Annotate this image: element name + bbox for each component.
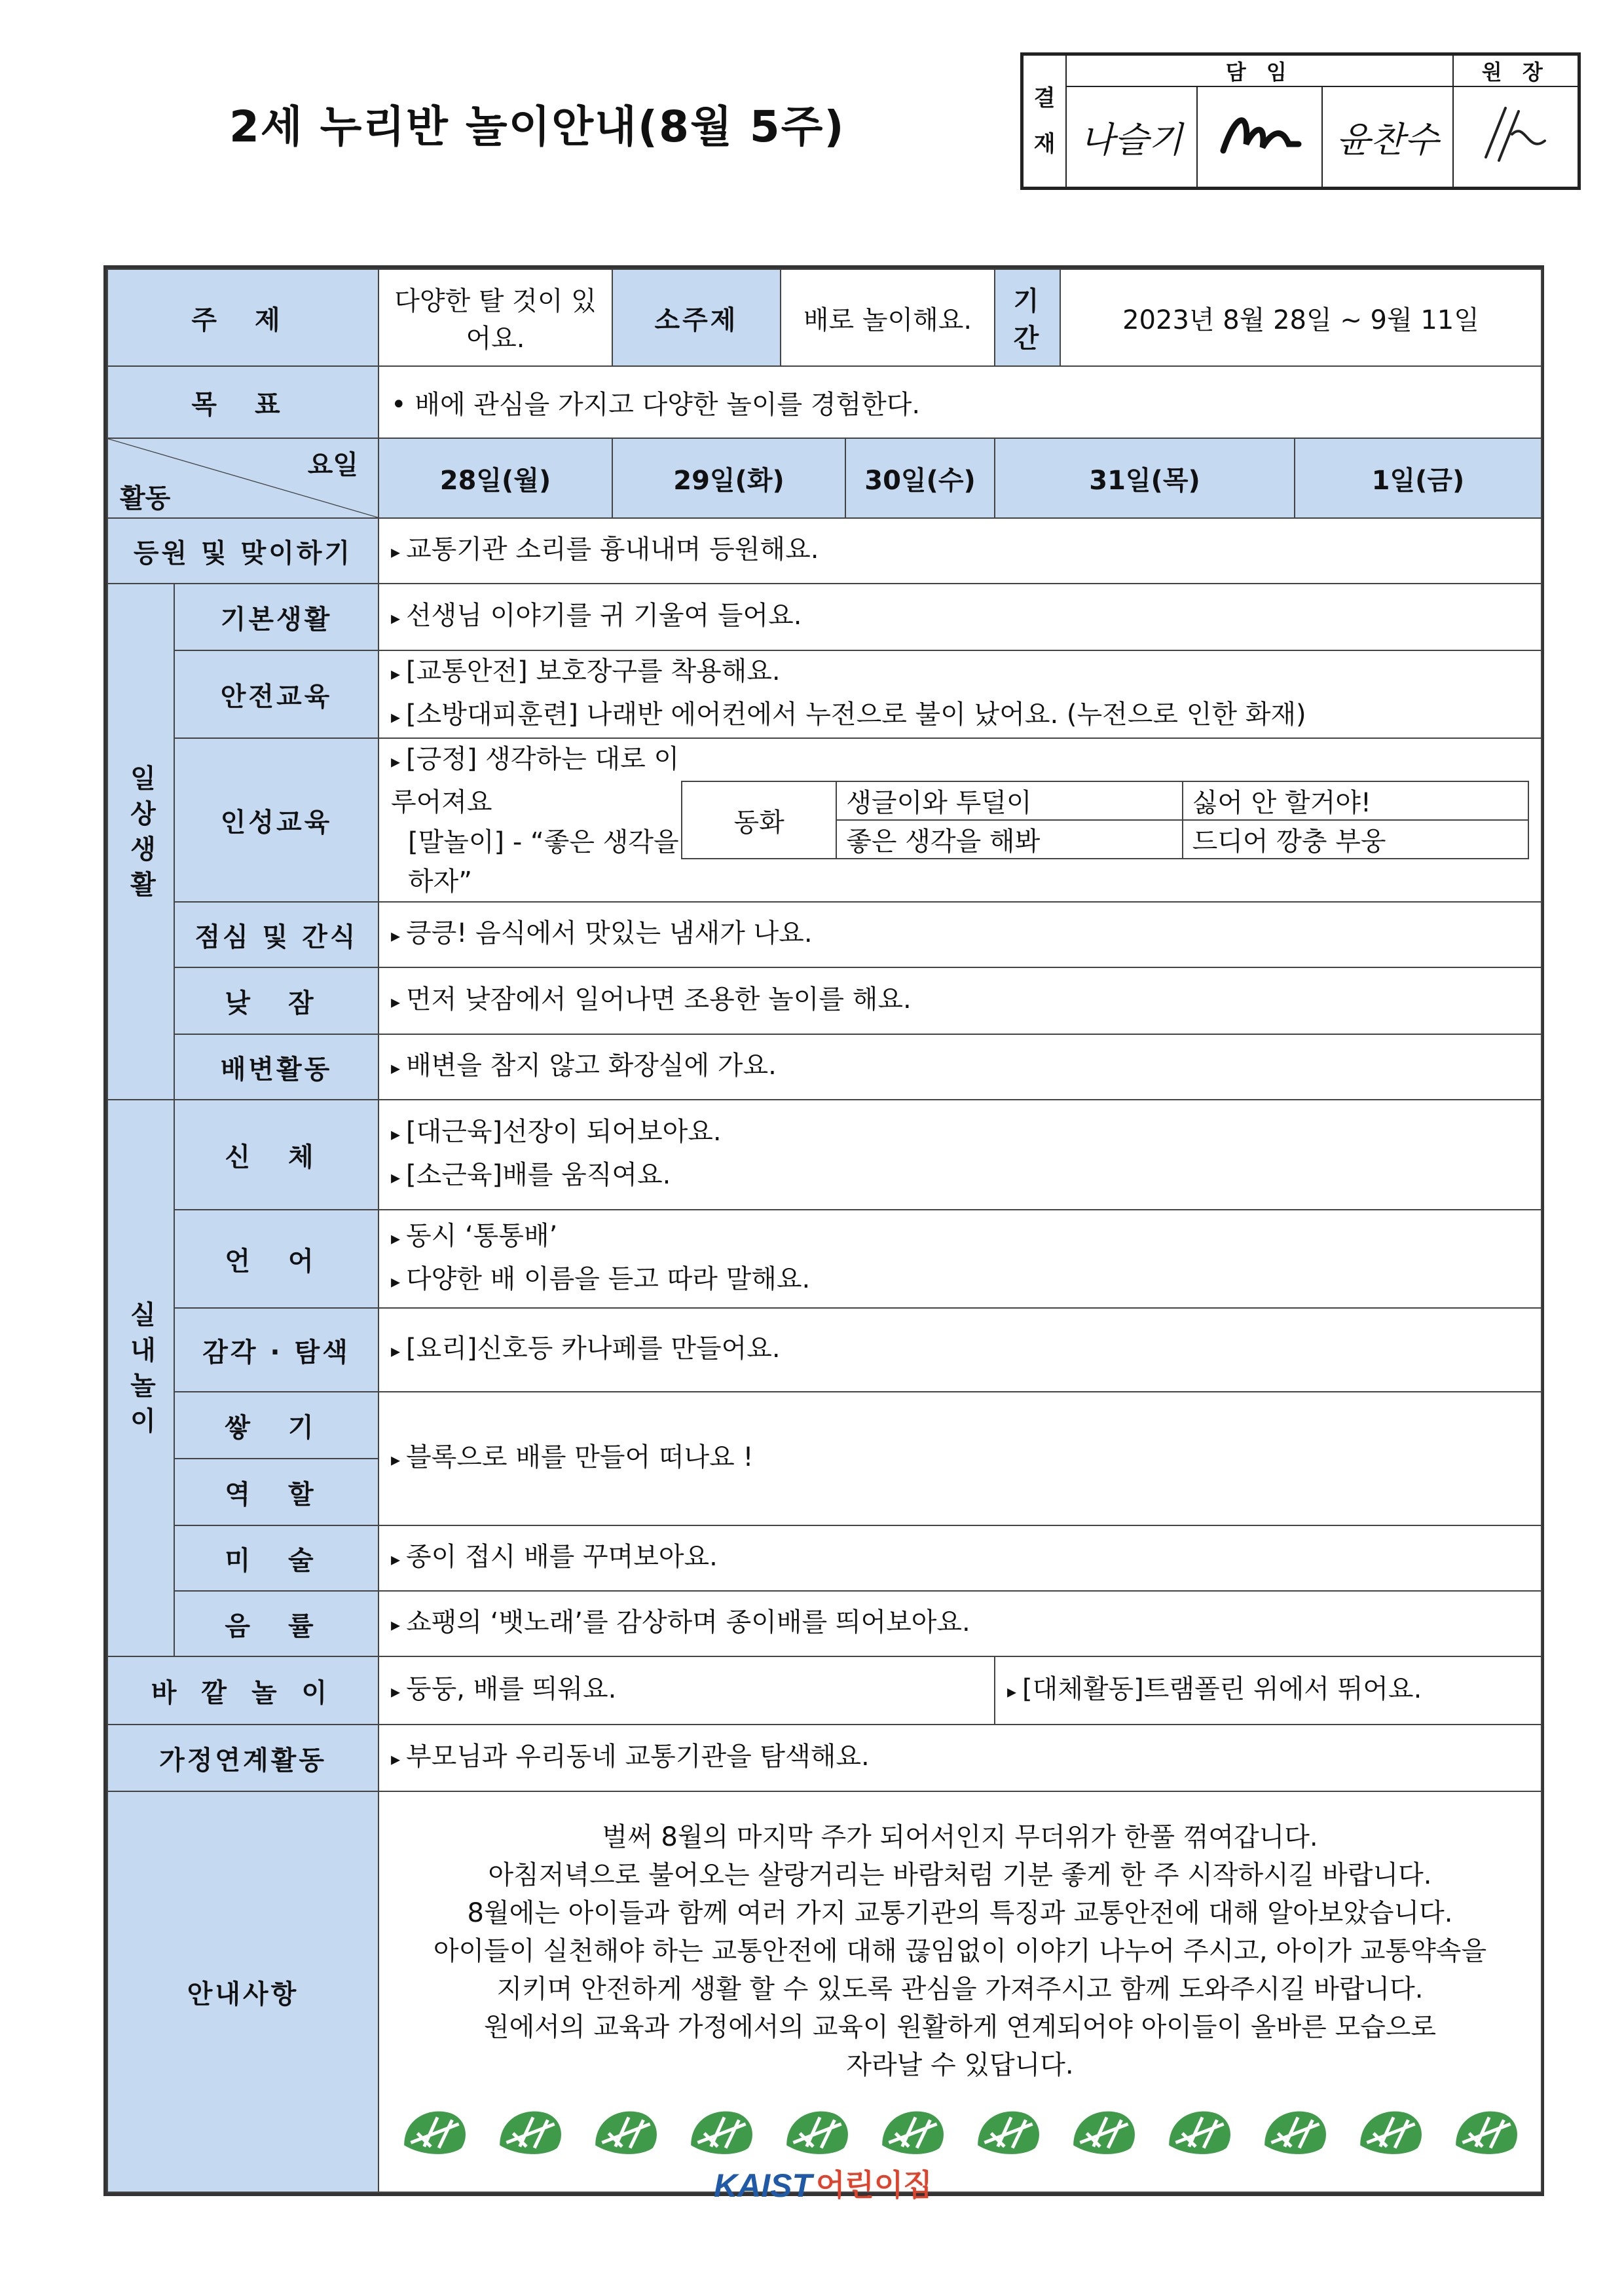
teacher1-signature [1197, 86, 1322, 187]
weekly-plan-table [103, 265, 1544, 2196]
meal-value: ▸ 킁킁! 음식에서 맛있는 냄새가 나요. [378, 902, 1541, 967]
monstera-leaf-icon [971, 2104, 1044, 2157]
day-mon: 28일(월) [378, 438, 612, 518]
director-signature [1453, 86, 1578, 187]
basic-life-value: ▸ 선생님 이야기를 귀 기울여 들어요. [378, 584, 1541, 650]
blocks-role-value: ▸ 블록으로 배를 만들어 떠나요 ! [378, 1392, 1541, 1525]
role-label: 역 할 [174, 1459, 378, 1525]
sense-label: 감각 · 탐색 [174, 1308, 378, 1392]
monstera-leaf-icon [1354, 2104, 1427, 2157]
home-link-value: ▸ 부모님과 우리동네 교통기관을 탐색해요. [378, 1725, 1541, 1791]
safety-label: 안전교육 [174, 650, 378, 738]
story-cell: 드디어 깡충 부웅 [1183, 820, 1528, 859]
outdoor-value: ▸ 둥둥, 배를 띄워요. [378, 1656, 995, 1725]
nap-label: 낮 잠 [174, 967, 378, 1034]
monstera-leaf-icon [1258, 2104, 1331, 2157]
period-label: 기 간 [995, 269, 1060, 366]
body-label: 신 체 [174, 1100, 378, 1210]
toilet-value: ▸ 배변을 참지 않고 화장실에 가요. [378, 1034, 1541, 1100]
meal-label: 점심 및 간식 [174, 902, 378, 967]
safety-value: ▸ [교통안전] 보호장구를 착용해요. ▸ [소방대피훈련] 나래반 에어컨에서 누전으로 불이 났어요. (누전으로 인한 화재) [378, 650, 1541, 738]
arrival-label: 등원 및 맞이하기 [107, 518, 378, 584]
leaf-decoration-row [391, 2084, 1529, 2157]
monstera-leaf-icon [589, 2104, 662, 2157]
notice-value: 벌써 8월의 마지막 주가 되어서인지 무더위가 한풀 꺾여갑니다. 아침저녁으로 불어오는 살랑거리는 바람처럼 기분 좋게 한 주 시작하시길 바랍니다. 8월에는 아이들과 함께 여러 가지 교통기관의 특징과 교통안전에 대해 알아보았습니다. 아이들이 실천해야 하는 교통안전에 대해 끊임없이 이야기 나누어 주시고, 아이가 교통약속을 지키며 안전하게 생활 할 수 있도록 관심을 가져주시고 함께 도와주시길 바랍니다. 원에서의 교육과 가정에서의 교육이 원활하게 연계되어야 아이들이 올바른 모습으로 자라날 수 있답니다. [378, 1791, 1541, 2192]
goal-value: • 배에 관심을 가지고 다양한 놀이를 경험한다. [378, 366, 1541, 438]
theme-value: 다양한 탈 것이 있어요. [378, 269, 612, 366]
teacher1-name: 나슬기 [1066, 86, 1197, 187]
arrival-value: ▸ 교통기관 소리를 흉내내며 등원해요. [378, 518, 1541, 584]
home-link-label: 가정연계활동 [107, 1725, 378, 1791]
day-thu: 31일(목) [995, 438, 1295, 518]
art-label: 미 술 [174, 1525, 378, 1591]
theme-label: 주 제 [107, 269, 378, 366]
story-table [681, 781, 1529, 859]
music-value: ▸ 쇼팽의 ‘뱃노래’를 감상하며 종이배를 띄어보아요. [378, 1591, 1541, 1656]
art-value: ▸ 종이 접시 배를 꾸며보아요. [378, 1525, 1541, 1591]
blocks-label: 쌓 기 [174, 1392, 378, 1459]
sense-value: ▸ [요리]신호등 카나페를 만들어요. [378, 1308, 1541, 1392]
approval-director-header: 원 장 [1453, 55, 1578, 86]
notice-label: 안내사항 [107, 1791, 378, 2192]
approval-box [1020, 52, 1581, 190]
music-label: 음 률 [174, 1591, 378, 1656]
character-value: ▸ [긍정] 생각하는 대로 이루어져요 [말놀이] - “좋은 생각을 하자” 동화 생글이와 투덜이 싫어 안 할거야! 좋은 생각을 해봐 드디어 깡충 부웅 [378, 738, 1541, 902]
day-wed: 30일(수) [845, 438, 995, 518]
character-label: 인성교육 [174, 738, 378, 902]
language-value: ▸ 동시 ‘통통배’ ▸ 다양한 배 이름을 듣고 따라 말해요. [378, 1210, 1541, 1308]
kaist-daycare-logo: KAIST 어린이집 [714, 2167, 932, 2204]
story-cell: 싫어 안 할거야! [1183, 781, 1528, 820]
monstera-leaf-icon [876, 2104, 949, 2157]
nap-value: ▸ 먼저 낮잠에서 일어나면 조용한 놀이를 해요. [378, 967, 1541, 1034]
body-value: ▸ [대근육]선장이 되어보아요. ▸ [소근육]배를 움직여요. [378, 1100, 1541, 1210]
subtheme-label: 소주제 [612, 269, 781, 366]
monstera-leaf-icon [1067, 2104, 1140, 2157]
toilet-label: 배변활동 [174, 1034, 378, 1100]
subtheme-value: 배로 놀이해요. [781, 269, 995, 366]
monstera-leaf-icon [684, 2104, 758, 2157]
outdoor-alt-value: ▸ [대체활동]트램폴린 위에서 뛰어요. [995, 1656, 1541, 1725]
monstera-leaf-icon [1162, 2104, 1236, 2157]
page-title: 2세 누리반 놀이안내(8월 5주) [229, 102, 845, 152]
story-label: 동화 [682, 781, 836, 859]
indoor-play-label: 실내놀이 [107, 1100, 174, 1656]
approval-side-label: 결 재 [1023, 55, 1066, 187]
basic-life-label: 기본생활 [174, 584, 378, 650]
period-value: 2023년 8월 28일 ~ 9월 11일 [1060, 269, 1541, 366]
language-label: 언 어 [174, 1210, 378, 1308]
goal-label: 목 표 [107, 366, 378, 438]
day-activity-header: 요일 활동 [107, 438, 378, 518]
monstera-leaf-icon [780, 2104, 853, 2157]
outdoor-label: 바 깥 놀 이 [107, 1656, 378, 1725]
monstera-leaf-icon [493, 2104, 566, 2157]
story-cell: 생글이와 투덜이 [836, 781, 1182, 820]
teacher2-name: 윤찬수 [1322, 86, 1453, 187]
day-fri: 1일(금) [1295, 438, 1541, 518]
approval-teacher-header: 담 임 [1066, 55, 1453, 86]
monstera-leaf-icon [1449, 2104, 1522, 2157]
daily-life-label: 일상생활 [107, 584, 174, 1100]
monstera-leaf-icon [397, 2104, 471, 2157]
day-tue: 29일(화) [612, 438, 845, 518]
story-cell: 좋은 생각을 해봐 [836, 820, 1182, 859]
